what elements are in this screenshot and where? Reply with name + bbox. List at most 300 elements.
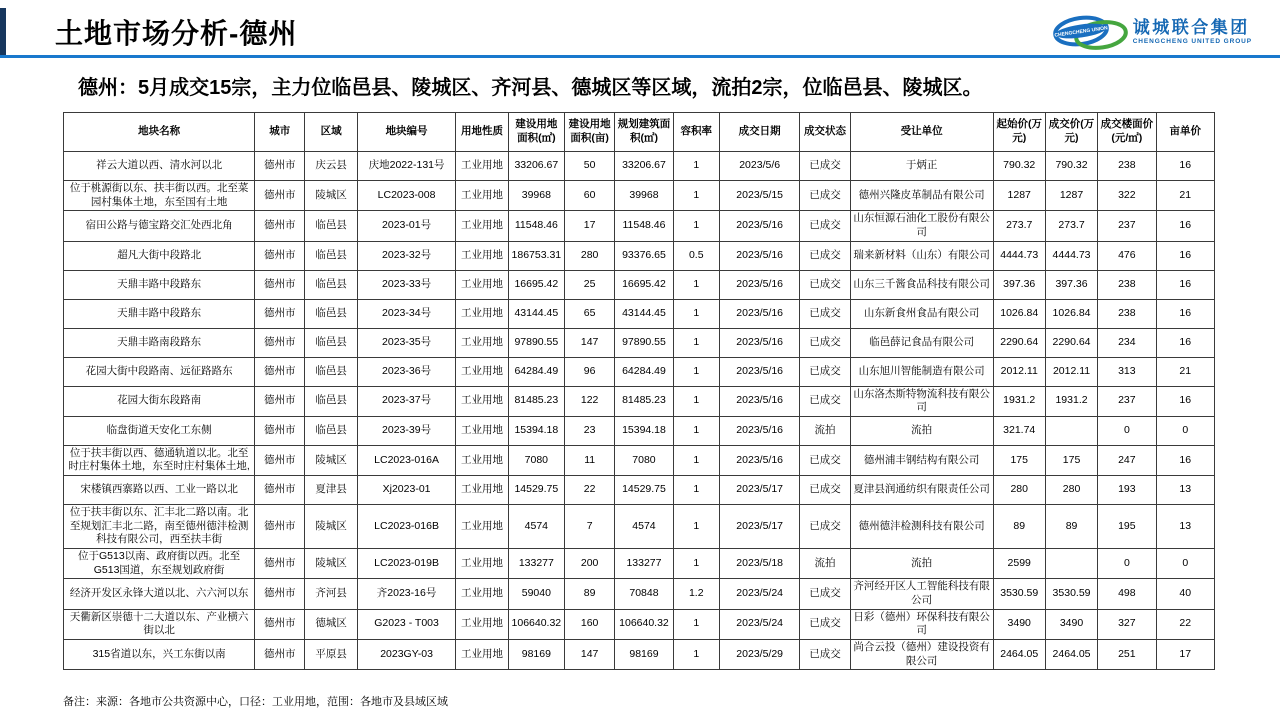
table-row	[64, 386, 1215, 416]
table-cell: 瑞来新材料（山东）有限公司	[850, 241, 993, 270]
table-cell: 280	[993, 476, 1045, 505]
table-cell: 273.7	[993, 211, 1045, 241]
table-cell: 已成交	[800, 579, 850, 609]
column-header: 受让单位	[850, 113, 993, 152]
table-row	[64, 357, 1215, 386]
table-cell: 2023-36号	[357, 357, 456, 386]
table-cell: 2023-32号	[357, 241, 456, 270]
table-cell: 17	[565, 211, 615, 241]
table-row	[64, 328, 1215, 357]
table-cell: 工业用地	[456, 211, 508, 241]
table-cell: 临邑县	[305, 241, 357, 270]
table-cell: 1	[673, 357, 719, 386]
table-cell: 39968	[508, 181, 564, 211]
table-cell: 7	[565, 505, 615, 549]
table-cell: 德州市	[255, 270, 305, 299]
table-cell: 陵城区	[305, 445, 357, 475]
table-cell: 工业用地	[456, 299, 508, 328]
table-cell: 德州市	[255, 328, 305, 357]
table-cell: 16	[1156, 386, 1214, 416]
column-header: 成交价(万元)	[1045, 113, 1097, 152]
table-cell: 工业用地	[456, 476, 508, 505]
table-cell: 22	[565, 476, 615, 505]
table-cell: 流拍	[800, 549, 850, 579]
table-cell: 2290.64	[1045, 328, 1097, 357]
table-cell: 790.32	[993, 152, 1045, 181]
table-cell: 498	[1098, 579, 1156, 609]
table-cell: 工业用地	[456, 152, 508, 181]
table-cell: 临邑县	[305, 416, 357, 445]
table-cell: LC2023-016B	[357, 505, 456, 549]
table-cell: 位于扶丰街以西、德通轨道以北。北至时庄村集体土地，东至时庄村集体土地,	[64, 445, 255, 475]
table-cell: 16	[1156, 328, 1214, 357]
table-cell: 流拍	[850, 416, 993, 445]
table-cell: 33206.67	[508, 152, 564, 181]
column-header: 区域	[305, 113, 357, 152]
table-cell: 40	[1156, 579, 1214, 609]
table-cell: 德州市	[255, 152, 305, 181]
table-cell: 234	[1098, 328, 1156, 357]
table-cell: 16	[1156, 211, 1214, 241]
column-header: 建设用地面积(亩)	[565, 113, 615, 152]
table-cell: 于炳正	[850, 152, 993, 181]
table-cell: 1287	[993, 181, 1045, 211]
logo-name-cn: 诚城联合集团	[1132, 18, 1250, 38]
table-cell: 4574	[615, 505, 673, 549]
table-cell: 11	[565, 445, 615, 475]
table-cell: 2023/5/15	[719, 181, 799, 211]
table-cell: 98169	[615, 639, 673, 669]
table-row	[64, 549, 1215, 579]
table-cell: 97890.55	[615, 328, 673, 357]
table-cell: 德州德沣检测科技有限公司	[850, 505, 993, 549]
table-cell: 4444.73	[1045, 241, 1097, 270]
table-cell: 1	[673, 299, 719, 328]
table-cell: 3530.59	[1045, 579, 1097, 609]
table-cell: 位于桃源街以东、扶丰街以西。北至菜园村集体土地，东至国有土地	[64, 181, 255, 211]
table-cell: 33206.67	[615, 152, 673, 181]
table-cell: 2023/5/6	[719, 152, 799, 181]
table-cell: 2023/5/16	[719, 445, 799, 475]
table-row	[64, 211, 1215, 241]
table-cell: 122	[565, 386, 615, 416]
column-header: 地块编号	[357, 113, 456, 152]
table-cell: 临邑县	[305, 211, 357, 241]
table-cell: 流拍	[850, 549, 993, 579]
column-header: 城市	[255, 113, 305, 152]
table-cell: 147	[565, 328, 615, 357]
title-divider	[0, 55, 1280, 58]
table-cell: 工业用地	[456, 270, 508, 299]
table-cell: 天衢新区崇德十二大道以东、产业横六街以北	[64, 609, 255, 639]
column-header: 地块名称	[64, 113, 255, 152]
table-cell: 工业用地	[456, 386, 508, 416]
column-header: 用地性质	[456, 113, 508, 152]
table-cell: 1	[673, 609, 719, 639]
table-cell: 1026.84	[993, 299, 1045, 328]
table-cell: 德州市	[255, 579, 305, 609]
table-cell: 81485.23	[508, 386, 564, 416]
table-cell: 工业用地	[456, 579, 508, 609]
table-cell: 0.5	[673, 241, 719, 270]
table-cell: LC2023-016A	[357, 445, 456, 475]
table-cell: 195	[1098, 505, 1156, 549]
table-cell: 经济开发区永锋大道以北、六六河以东	[64, 579, 255, 609]
table-cell: 庆云县	[305, 152, 357, 181]
table-cell: 3530.59	[993, 579, 1045, 609]
table-cell: 位于G513以南、政府街以西。北至G513国道，东至规划政府街	[64, 549, 255, 579]
table-cell: 1026.84	[1045, 299, 1097, 328]
company-logo	[1051, 10, 1252, 54]
table-cell: 397.36	[1045, 270, 1097, 299]
table-cell: 2023GY-03	[357, 639, 456, 669]
table-cell: 2023-39号	[357, 416, 456, 445]
table-cell: 2023/5/18	[719, 549, 799, 579]
table-cell: 2023/5/16	[719, 386, 799, 416]
table-cell: 山东恒源石油化工股份有限公司	[850, 211, 993, 241]
table-cell: 13	[1156, 476, 1214, 505]
table-cell: 251	[1098, 639, 1156, 669]
table-cell: 2023-34号	[357, 299, 456, 328]
table-cell: 德州市	[255, 241, 305, 270]
table-cell: LC2023-008	[357, 181, 456, 211]
table-row	[64, 639, 1215, 669]
table-cell: 280	[565, 241, 615, 270]
table-cell: 397.36	[993, 270, 1045, 299]
column-header: 规划建筑面积(㎡)	[615, 113, 673, 152]
table-cell: 2023-01号	[357, 211, 456, 241]
table-cell: 237	[1098, 386, 1156, 416]
summary-line: 德州：5月成交15宗，主力位临邑县、陵城区、齐河县、德城区等区域，流拍2宗，位临邑县、陵城区。	[78, 77, 983, 99]
table-cell: 天鼎丰路南段路东	[64, 328, 255, 357]
table-cell: 0	[1156, 549, 1214, 579]
table-cell: 322	[1098, 181, 1156, 211]
table-cell: 21	[1156, 181, 1214, 211]
table-cell: 临邑县	[305, 299, 357, 328]
table-cell: 0	[1098, 416, 1156, 445]
table-cell: 2023/5/16	[719, 299, 799, 328]
table-cell: 1	[673, 416, 719, 445]
table-cell: 已成交	[800, 609, 850, 639]
table-cell: 1	[673, 445, 719, 475]
table-cell: 4574	[508, 505, 564, 549]
table-cell: 25	[565, 270, 615, 299]
table-cell: 已成交	[800, 386, 850, 416]
table-cell: 2023/5/16	[719, 416, 799, 445]
table-cell: 2012.11	[993, 357, 1045, 386]
table-cell: 2023/5/24	[719, 579, 799, 609]
table-cell: 天鼎丰路中段路东	[64, 270, 255, 299]
table-cell: 273.7	[1045, 211, 1097, 241]
table-cell: 14529.75	[615, 476, 673, 505]
table-cell: 200	[565, 549, 615, 579]
table-cell: 16	[1156, 299, 1214, 328]
page-title: 土地市场分析-德州	[55, 18, 298, 49]
table-cell: 315省道以东，兴工东街以南	[64, 639, 255, 669]
table-cell: 工业用地	[456, 549, 508, 579]
table-cell: 0	[1098, 549, 1156, 579]
table-cell: 已成交	[800, 639, 850, 669]
table-cell: 宿田公路与德宝路交汇处西北角	[64, 211, 255, 241]
table-cell: 德州市	[255, 505, 305, 549]
table-cell: 2023-33号	[357, 270, 456, 299]
table-cell: 1931.2	[1045, 386, 1097, 416]
table-cell	[1045, 416, 1097, 445]
table-cell: 已成交	[800, 241, 850, 270]
table-cell: 98169	[508, 639, 564, 669]
table-cell: 德州市	[255, 299, 305, 328]
table-cell: 0	[1156, 416, 1214, 445]
table-cell: 临盘街道天安化工东侧	[64, 416, 255, 445]
table-cell: 13	[1156, 505, 1214, 549]
table-row	[64, 416, 1215, 445]
table-cell: 山东新食州食品有限公司	[850, 299, 993, 328]
table-cell: 313	[1098, 357, 1156, 386]
table-cell: 山东洛杰斯特物流科技有限公司	[850, 386, 993, 416]
table-cell: 陵城区	[305, 181, 357, 211]
table-cell: 59040	[508, 579, 564, 609]
table-cell: 德州浦丰钢结构有限公司	[850, 445, 993, 475]
table-cell: 德州市	[255, 639, 305, 669]
table-cell: 已成交	[800, 299, 850, 328]
title-accent-bar	[0, 8, 6, 56]
table-cell: 2464.05	[1045, 639, 1097, 669]
table-cell: 已成交	[800, 476, 850, 505]
table-cell: 64284.49	[508, 357, 564, 386]
column-header: 成交日期	[719, 113, 799, 152]
table-cell: 2023/5/17	[719, 505, 799, 549]
table-cell: 已成交	[800, 181, 850, 211]
table-cell: 2023/5/16	[719, 328, 799, 357]
table-cell: 3490	[1045, 609, 1097, 639]
table-cell: 2290.64	[993, 328, 1045, 357]
logo-union-text: CHENGCHENG UNION	[1053, 25, 1108, 39]
table-cell: 齐2023-16号	[357, 579, 456, 609]
table-cell: 已成交	[800, 152, 850, 181]
table-cell: 日彩（德州）环保科技有限公司	[850, 609, 993, 639]
table-cell: 21	[1156, 357, 1214, 386]
table-cell: 德州兴隆皮革制品有限公司	[850, 181, 993, 211]
column-header: 建设用地面积(㎡)	[508, 113, 564, 152]
table-cell: 186753.31	[508, 241, 564, 270]
table-cell: 2023/5/16	[719, 357, 799, 386]
table-cell	[1045, 549, 1097, 579]
table-cell: 60	[565, 181, 615, 211]
table-cell: 7080	[615, 445, 673, 475]
table-cell: 陵城区	[305, 549, 357, 579]
table-row	[64, 579, 1215, 609]
table-cell: 平原县	[305, 639, 357, 669]
table-cell: 64284.49	[615, 357, 673, 386]
table-cell: 15394.18	[508, 416, 564, 445]
table-cell: 147	[565, 639, 615, 669]
table-cell: 106640.32	[508, 609, 564, 639]
table-cell: 237	[1098, 211, 1156, 241]
table-cell: 工业用地	[456, 328, 508, 357]
table-cell: 39968	[615, 181, 673, 211]
column-header: 亩单价	[1156, 113, 1214, 152]
table-cell: 花园大街东段路南	[64, 386, 255, 416]
table-cell: 工业用地	[456, 416, 508, 445]
table-cell: 工业用地	[456, 241, 508, 270]
table-cell: 2012.11	[1045, 357, 1097, 386]
table-cell: 1	[673, 639, 719, 669]
table-cell: 1	[673, 328, 719, 357]
table-row	[64, 152, 1215, 181]
table-cell: 已成交	[800, 270, 850, 299]
table-cell: 133277	[508, 549, 564, 579]
table-cell: 1.2	[673, 579, 719, 609]
table-cell: 238	[1098, 152, 1156, 181]
table-cell: 工业用地	[456, 505, 508, 549]
table-cell: 工业用地	[456, 609, 508, 639]
table-cell: 175	[993, 445, 1045, 475]
table-cell: 德城区	[305, 609, 357, 639]
table-cell: 夏津县	[305, 476, 357, 505]
table-cell: 175	[1045, 445, 1097, 475]
table-cell: 庆地2022-131号	[357, 152, 456, 181]
footer-note: 备注：来源：各地市公共资源中心，口径：工业用地，范围：各地市及县域区域	[63, 696, 448, 708]
table-cell: 临邑县	[305, 270, 357, 299]
table-cell: 3490	[993, 609, 1045, 639]
table-cell: 德州市	[255, 476, 305, 505]
table-cell: 11548.46	[615, 211, 673, 241]
table-cell: 2023/5/17	[719, 476, 799, 505]
table-cell: 790.32	[1045, 152, 1097, 181]
table-cell: 1	[673, 181, 719, 211]
table-cell: 超凡大街中段路北	[64, 241, 255, 270]
table-cell: 1	[673, 270, 719, 299]
table-cell: 2023/5/24	[719, 609, 799, 639]
table-cell: 238	[1098, 299, 1156, 328]
table-cell: 工业用地	[456, 181, 508, 211]
table-cell: 临邑县	[305, 328, 357, 357]
table-cell: 2023-35号	[357, 328, 456, 357]
table-cell: Xj2023-01	[357, 476, 456, 505]
table-cell: 14529.75	[508, 476, 564, 505]
table-cell: 193	[1098, 476, 1156, 505]
table-cell: 德州市	[255, 357, 305, 386]
table-cell: 15394.18	[615, 416, 673, 445]
table-cell: 已成交	[800, 211, 850, 241]
table-cell: 尚合云投（德州）建设投资有限公司	[850, 639, 993, 669]
table-cell: 327	[1098, 609, 1156, 639]
table-cell: 1	[673, 476, 719, 505]
table-cell: 2023/5/16	[719, 241, 799, 270]
table-cell: 德州市	[255, 211, 305, 241]
table-cell: 天鼎丰路中段路东	[64, 299, 255, 328]
table-cell: 临邑县	[305, 357, 357, 386]
table-cell: 工业用地	[456, 357, 508, 386]
table-cell: 临邑薛记食品有限公司	[850, 328, 993, 357]
table-cell: 106640.32	[615, 609, 673, 639]
table-cell: 2464.05	[993, 639, 1045, 669]
logo-text-block	[1133, 19, 1252, 45]
table-cell: 23	[565, 416, 615, 445]
table-cell: 工业用地	[456, 445, 508, 475]
table-cell: 7080	[508, 445, 564, 475]
table-row	[64, 505, 1215, 549]
table-cell: 1287	[1045, 181, 1097, 211]
table-cell: 16	[1156, 241, 1214, 270]
table-cell: 工业用地	[456, 639, 508, 669]
table-cell: 16695.42	[615, 270, 673, 299]
table-cell: 1	[673, 211, 719, 241]
table-cell: 247	[1098, 445, 1156, 475]
table-cell: 4444.73	[993, 241, 1045, 270]
table-cell: 已成交	[800, 445, 850, 475]
land-deals-table-wrap	[63, 112, 1215, 670]
table-cell: 齐河县	[305, 579, 357, 609]
table-cell: 65	[565, 299, 615, 328]
table-cell: 宋楼镇西寨路以西、工业一路以北	[64, 476, 255, 505]
table-cell: LC2023-019B	[357, 549, 456, 579]
table-cell: 2599	[993, 549, 1045, 579]
table-cell: 2023/5/29	[719, 639, 799, 669]
table-cell: 已成交	[800, 357, 850, 386]
table-cell: 德州市	[255, 609, 305, 639]
table-cell: 1931.2	[993, 386, 1045, 416]
table-cell: 321.74	[993, 416, 1045, 445]
table-cell: 11548.46	[508, 211, 564, 241]
table-cell: 位于扶丰街以东、汇丰北二路以南。北至规划汇丰北二路，南至德州德沣检测科技有限公司，西至扶丰街	[64, 505, 255, 549]
chain-rings-icon	[1051, 10, 1129, 54]
table-row	[64, 445, 1215, 475]
table-cell: 16	[1156, 270, 1214, 299]
table-row	[64, 299, 1215, 328]
table-cell: 476	[1098, 241, 1156, 270]
table-cell: 96	[565, 357, 615, 386]
table-row	[64, 609, 1215, 639]
table-cell: 133277	[615, 549, 673, 579]
table-cell: 夏津县润通纺织有限责任公司	[850, 476, 993, 505]
table-cell: G2023 - T003	[357, 609, 456, 639]
table-cell: 81485.23	[615, 386, 673, 416]
table-cell: 22	[1156, 609, 1214, 639]
table-cell: 陵城区	[305, 505, 357, 549]
table-cell: 280	[1045, 476, 1097, 505]
table-cell: 16695.42	[508, 270, 564, 299]
table-row	[64, 270, 1215, 299]
column-header: 成交状态	[800, 113, 850, 152]
table-cell: 山东三千酱食品科技有限公司	[850, 270, 993, 299]
table-cell: 1	[673, 152, 719, 181]
table-cell: 238	[1098, 270, 1156, 299]
table-cell: 2023/5/16	[719, 211, 799, 241]
table-row	[64, 241, 1215, 270]
table-cell: 89	[1045, 505, 1097, 549]
table-cell: 93376.65	[615, 241, 673, 270]
table-header-row	[64, 113, 1215, 152]
land-deals-table	[63, 112, 1215, 670]
table-row	[64, 181, 1215, 211]
table-cell: 花园大街中段路南、远征路路东	[64, 357, 255, 386]
logo-name-en: CHENGCHENG UNITED GROUP	[1132, 37, 1252, 45]
column-header: 起始价(万元)	[993, 113, 1045, 152]
table-cell: 70848	[615, 579, 673, 609]
table-cell: 山东旭川智能制造有限公司	[850, 357, 993, 386]
table-cell: 德州市	[255, 386, 305, 416]
table-cell: 已成交	[800, 328, 850, 357]
table-cell: 89	[993, 505, 1045, 549]
column-header: 容积率	[673, 113, 719, 152]
table-cell: 已成交	[800, 505, 850, 549]
table-cell: 160	[565, 609, 615, 639]
table-cell: 祥云大道以西、清水河以北	[64, 152, 255, 181]
table-cell: 齐河经开区人工智能科技有限公司	[850, 579, 993, 609]
table-cell: 德州市	[255, 445, 305, 475]
table-cell: 德州市	[255, 416, 305, 445]
